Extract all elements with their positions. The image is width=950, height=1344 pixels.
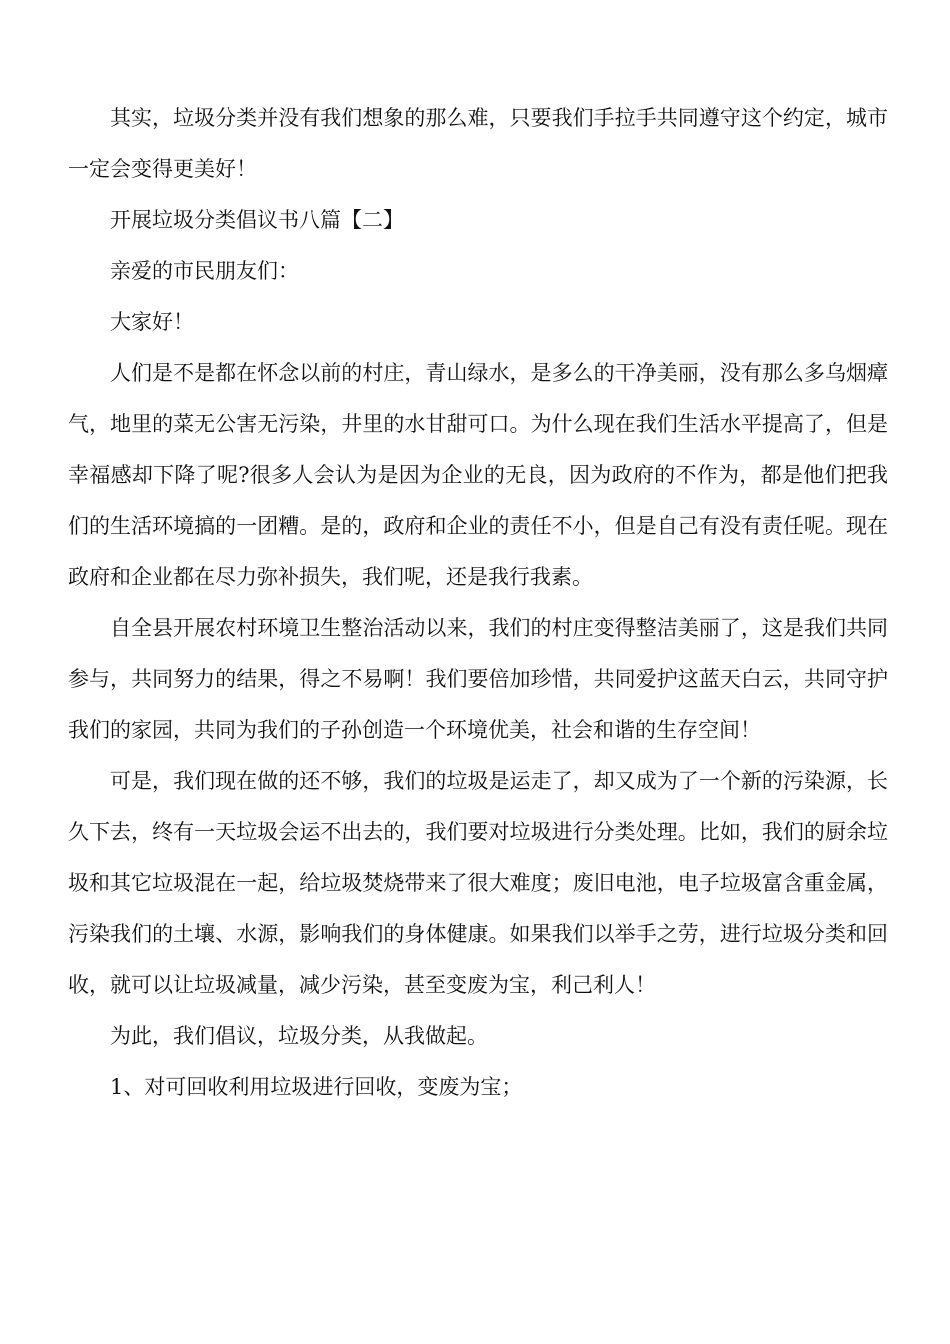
paragraph-intro: 人们是不是都在怀念以前的村庄，青山绿水，是多么的干净美丽，没有那么多乌烟瘴气，地里的菜无公害无污染，井里的水甘甜可口。为什么现在我们生活水平提高了，但是幸福感却下降了呢?很多人会认为是因为企业的无良，因为政府的不作为，都是他们把我们的生活环境搞的一团糟。是的，政府和企业的责任不小，但是自己有没有责任呢。现在政府和企业都在尽力弥补损失，我们呢，还是我行我素。 <box>68 361 888 589</box>
document-body <box>68 93 888 1113</box>
greeting: 大家好！ <box>110 310 194 334</box>
paragraph-conclusion: 其实，垃圾分类并没有我们想象的那么难，只要我们手拉手共同遵守这个约定，城市一定会变得更美好！ <box>68 106 888 181</box>
section-heading: 开展垃圾分类倡议书八篇【二】 <box>110 208 404 232</box>
paragraph-problem: 可是，我们现在做的还不够，我们的垃圾是运走了，却又成为了一个新的污染源，长久下去，终有一天垃圾会运不出去的，我们要对垃圾进行分类处理。比如，我们的厨余垃圾和其它垃圾混在一起，给垃圾焚烧带来了很大难度；废旧电池，电子垃圾富含重金属，污染我们的土壤、水源，影响我们的身体健康。如果我们以举手之劳，进行垃圾分类和回收，就可以让垃圾减量，减少污染，甚至变废为宝，利己利人！ <box>68 769 888 997</box>
paragraph-proposal: 为此，我们倡议，垃圾分类，从我做起。 <box>110 1024 488 1048</box>
proposal-item-1: 1、对可回收利用垃圾进行回收，变废为宝； <box>110 1075 523 1099</box>
salutation: 亲爱的市民朋友们： <box>110 259 299 283</box>
paragraph-village: 自全县开展农村环境卫生整治活动以来，我们的村庄变得整洁美丽了，这是我们共同参与，共同努力的结果，得之不易啊！我们要倍加珍惜，共同爱护这蓝天白云，共同守护我们的家园，共同为我们的子孙创造一个环境优美，社会和谐的生存空间！ <box>68 616 888 742</box>
